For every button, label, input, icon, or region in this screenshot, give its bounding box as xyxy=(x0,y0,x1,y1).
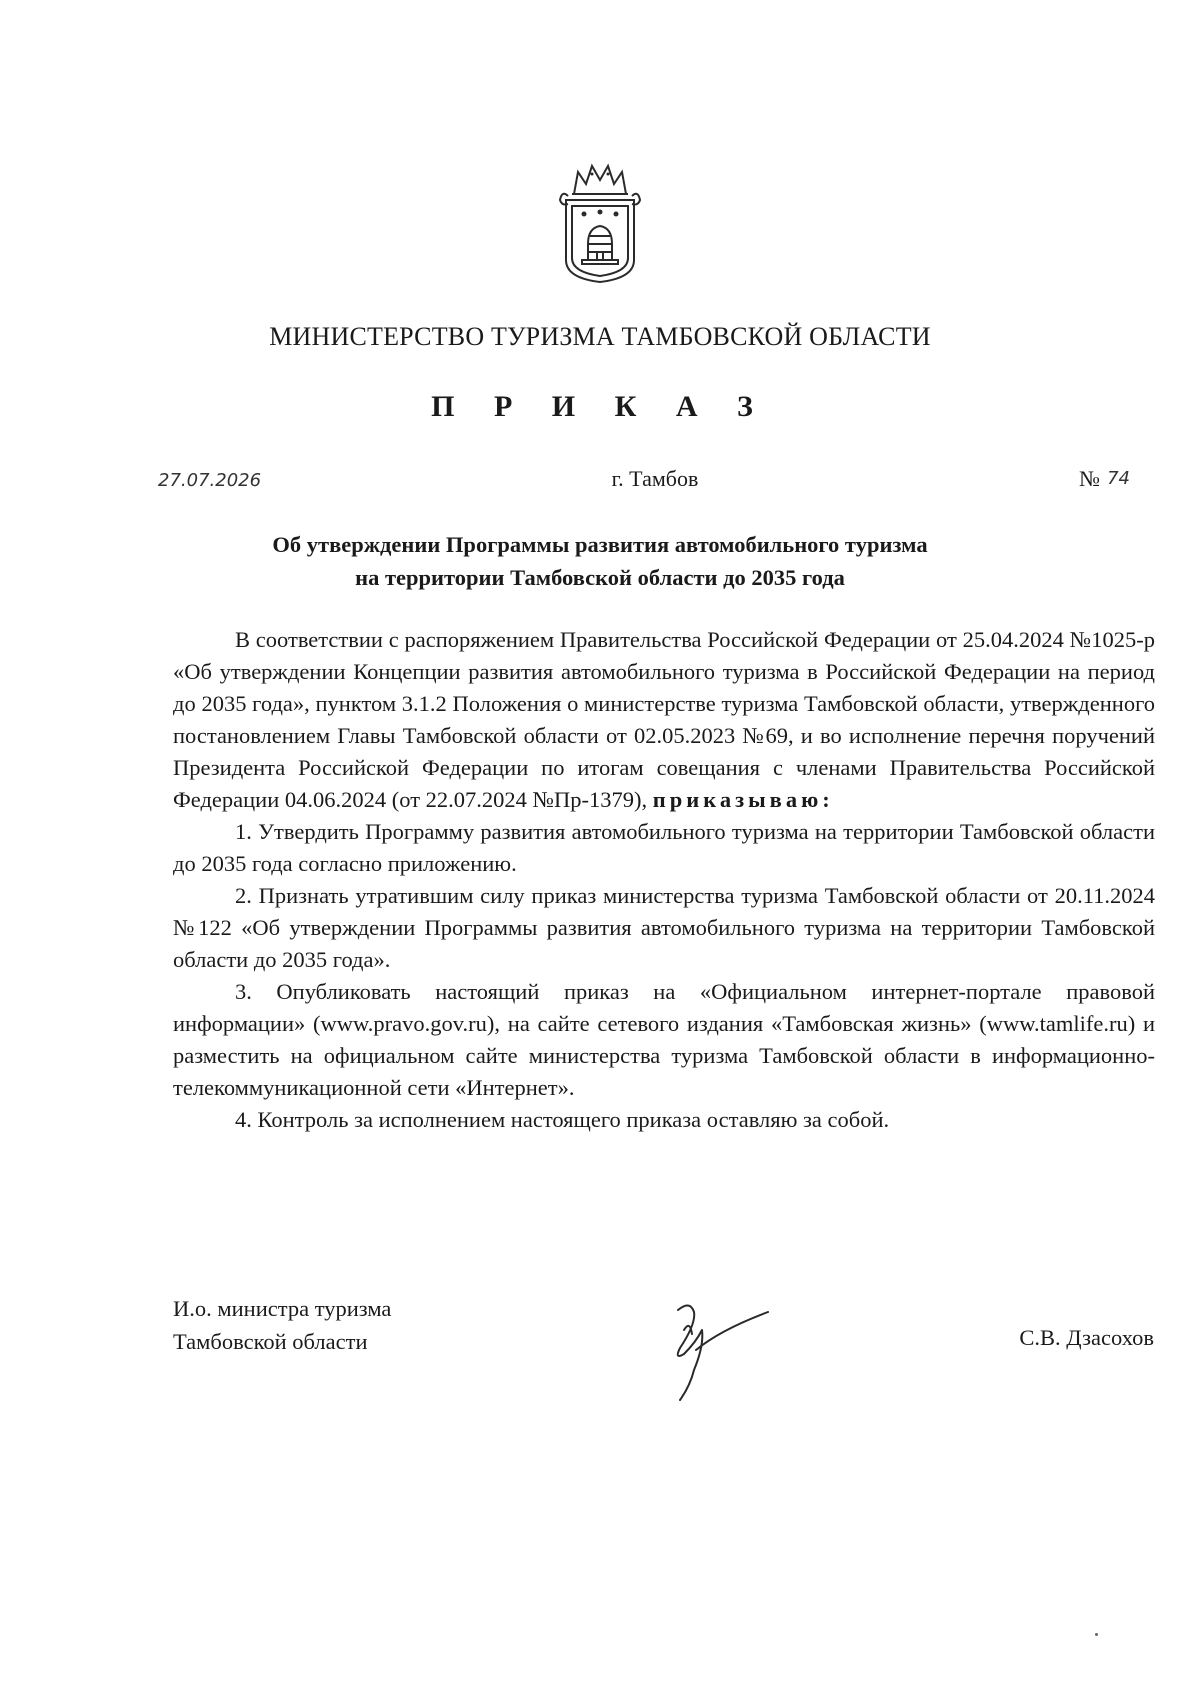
document-title xyxy=(0,528,1200,594)
document-city: г. Тамбов xyxy=(611,466,699,491)
handwritten-signature-icon xyxy=(650,1290,780,1410)
document-meta-row xyxy=(158,464,1152,500)
order-item: 2. Признать утратившим силу приказ министерства туризма Тамбовской области от 20.11.2024 №122 «Об утверждении Программы развития автомобильного туризма на территории Тамбовской области до 2035 года». xyxy=(173,883,1155,972)
document-title-line: Об утверждении Программы развития автомобильного туризма xyxy=(272,532,928,557)
preamble-paragraph xyxy=(173,624,1155,816)
tambov-coat-of-arms-icon xyxy=(552,160,648,286)
document-date: 27.07.2026 xyxy=(158,470,262,491)
ministry-name: МИНИСТЕРСТВО ТУРИЗМА ТАМБОВСКОЙ ОБЛАСТИ xyxy=(269,322,931,351)
signatory-position-line: И.о. министра туризма xyxy=(173,1296,392,1321)
document-body xyxy=(173,624,1155,1136)
signatory-name: С.В. Дзасохов xyxy=(1019,1325,1154,1350)
order-word: приказываю: xyxy=(652,787,834,812)
preamble-text: В соответствии с распоряжением Правительства Российской Федерации от 25.04.2024 №1025-р «Об утверждении Концепции развития автомобильного туризма в Российской Федерации на период до 2035 года», пунктом 3.1.2 Положения о министерстве туризма Тамбовской области, утвержденного постановлением Главы Тамбовской области от 02.05.2023 №69, и во исполнение перечня поручений Президента Российской Федерации по итогам совещания с членами Правительства Российской Федерации 04.06.2024 (от 22.07.2024 №Пр-1379), xyxy=(173,627,1155,812)
document-number: 74 xyxy=(1107,468,1130,489)
order-item: 4. Контроль за исполнением настоящего приказа оставляю за собой. xyxy=(235,1107,890,1132)
signatory-position xyxy=(173,1292,391,1358)
document-type: П Р И К А З xyxy=(431,390,769,423)
signatory-position-line: Тамбовской области xyxy=(173,1329,368,1354)
document-number-label: № xyxy=(1079,466,1100,491)
document-title-line: на территории Тамбовской области до 2035 года xyxy=(355,565,845,590)
order-item: 1. Утвердить Программу развития автомобильного туризма на территории Тамбовской области до 2035 года согласно приложению. xyxy=(173,819,1155,876)
order-item: 3. Опубликовать настоящий приказ на «Официальном интернет-портале правовой информации» (www.pravo.gov.ru), на сайте сетевого издания «Тамбовская жизнь» (www.tamlife.ru) и разместить на официальном сайте министерства туризма Тамбовской области в информационно-телекоммуникационной сети «Интернет». xyxy=(173,979,1155,1100)
scan-speck xyxy=(1095,1633,1098,1636)
